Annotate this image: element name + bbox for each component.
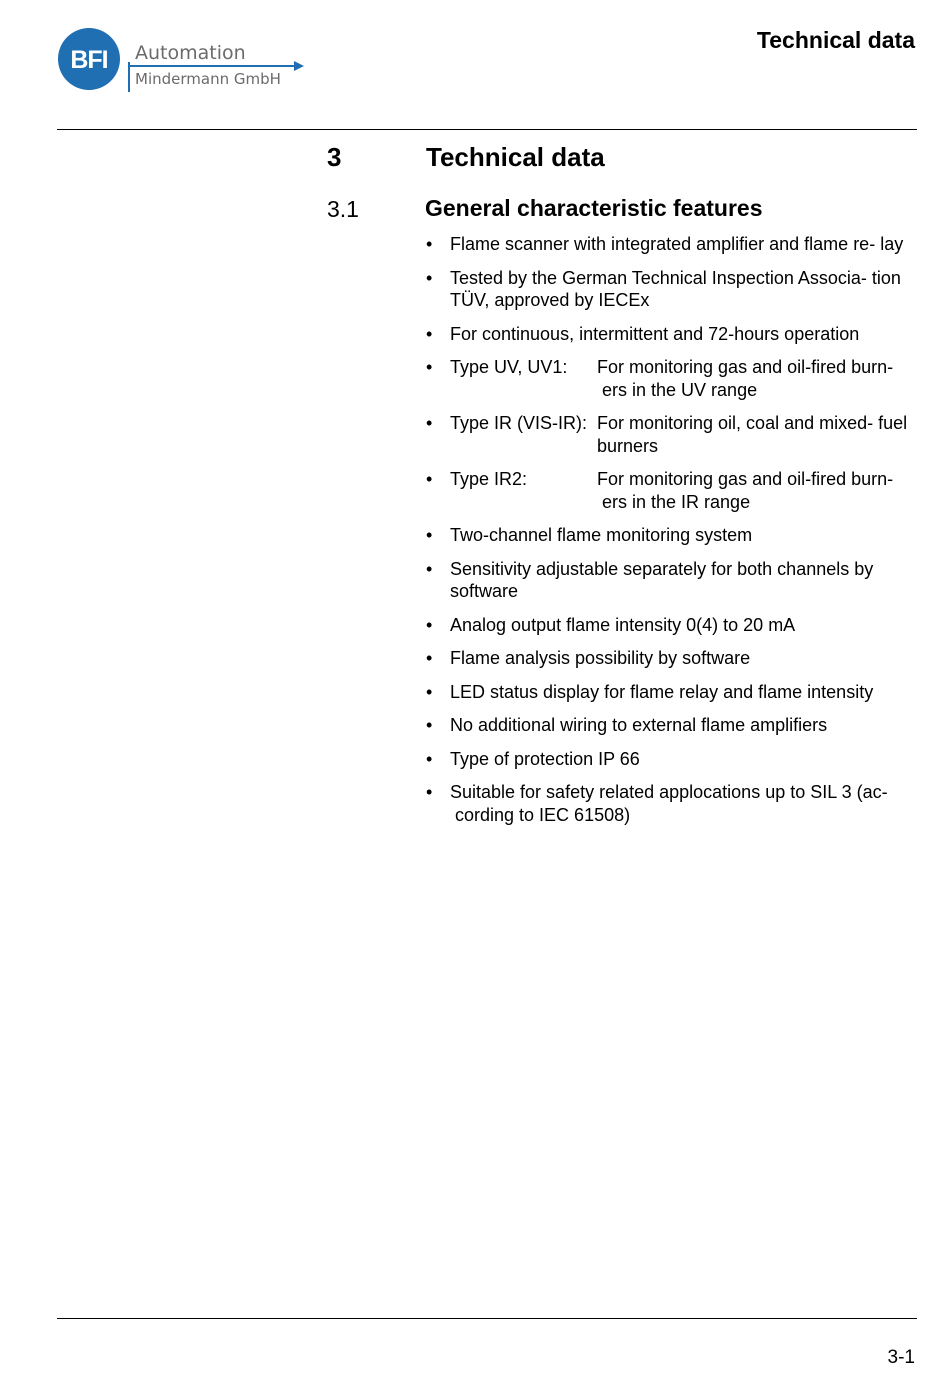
- feature-item: [425, 781, 920, 826]
- bullet: •: [426, 267, 433, 288]
- company-logo: [58, 26, 308, 98]
- chapter-number: 3: [327, 142, 342, 172]
- feature-item: [425, 614, 920, 637]
- feature-text: Tested by the German Technical Inspection Associa- tion TÜV, approved by IECEx: [450, 267, 901, 310]
- bullet: •: [426, 782, 433, 802]
- feature-text: Suitable for safety related applocations up to SIL 3 (ac- cording to IEC 61508): [450, 782, 888, 825]
- feature-item: [425, 524, 920, 547]
- feature-text: Sensitivity adjustable separately for both channels by software: [450, 558, 874, 601]
- type-label: Type IR2:: [450, 469, 528, 489]
- section-title: General characteristic features: [425, 195, 763, 221]
- type-description: For monitoring oil, coal and mixed- fuel burners: [597, 413, 908, 456]
- feature-item-type: [425, 468, 920, 513]
- feature-item: [425, 233, 920, 256]
- feature-text: For continuous, intermittent and 72-hours operation: [450, 323, 860, 344]
- logo-mark: [58, 28, 120, 90]
- feature-text: Flame analysis possibility by software: [450, 648, 751, 668]
- bullet: •: [426, 525, 433, 545]
- feature-text: No additional wiring to external flame amplifiers: [450, 715, 828, 735]
- feature-text: Flame scanner with integrated amplifier and flame re- lay: [450, 234, 904, 254]
- running-header-title: Technical data: [756, 27, 915, 53]
- feature-item: [425, 714, 920, 737]
- chapter-title: Technical data: [426, 142, 605, 172]
- logo-text-automation: Automation: [135, 42, 246, 64]
- type-description: For monitoring gas and oil-fired burn- ers in the IR range: [597, 469, 894, 512]
- feature-item: [425, 681, 920, 704]
- bullet: •: [426, 614, 433, 635]
- bullet: •: [426, 748, 433, 769]
- section-number: 3.1: [327, 196, 359, 222]
- feature-item-type: [425, 412, 920, 457]
- feature-item: [425, 323, 920, 346]
- bullet: •: [426, 323, 433, 344]
- feature-text: Two-channel flame monitoring system: [450, 525, 753, 545]
- bullet: •: [426, 681, 433, 702]
- bullet: •: [426, 558, 433, 579]
- feature-item: [425, 558, 920, 603]
- type-description: For monitoring gas and oil-fired burn- ers in the UV range: [597, 357, 894, 400]
- feature-item: [425, 647, 920, 670]
- feature-text: Type of protection IP 66: [450, 748, 640, 769]
- bullet: •: [426, 413, 433, 433]
- feature-item-type: [425, 356, 920, 401]
- feature-text: Analog output flame intensity 0(4) to 20 mA: [450, 614, 796, 635]
- page-number: 3-1: [887, 1347, 915, 1368]
- feature-list: [425, 233, 920, 826]
- logo-text-company: Mindermann GmbH: [135, 70, 281, 88]
- bullet: •: [426, 648, 433, 668]
- header-rule: [57, 129, 917, 130]
- feature-item: [425, 267, 920, 312]
- bullet: •: [426, 715, 433, 735]
- bullet: •: [426, 234, 433, 254]
- bullet: •: [426, 357, 433, 377]
- type-label: Type UV, UV1:: [450, 357, 568, 377]
- bullet: •: [426, 469, 433, 489]
- feature-text: LED status display for flame relay and flame intensity: [450, 681, 874, 702]
- logo-mark-text: BFI: [70, 46, 108, 74]
- feature-item: [425, 748, 920, 771]
- footer-rule: [57, 1318, 917, 1319]
- type-label: Type IR (VIS-IR):: [450, 413, 588, 433]
